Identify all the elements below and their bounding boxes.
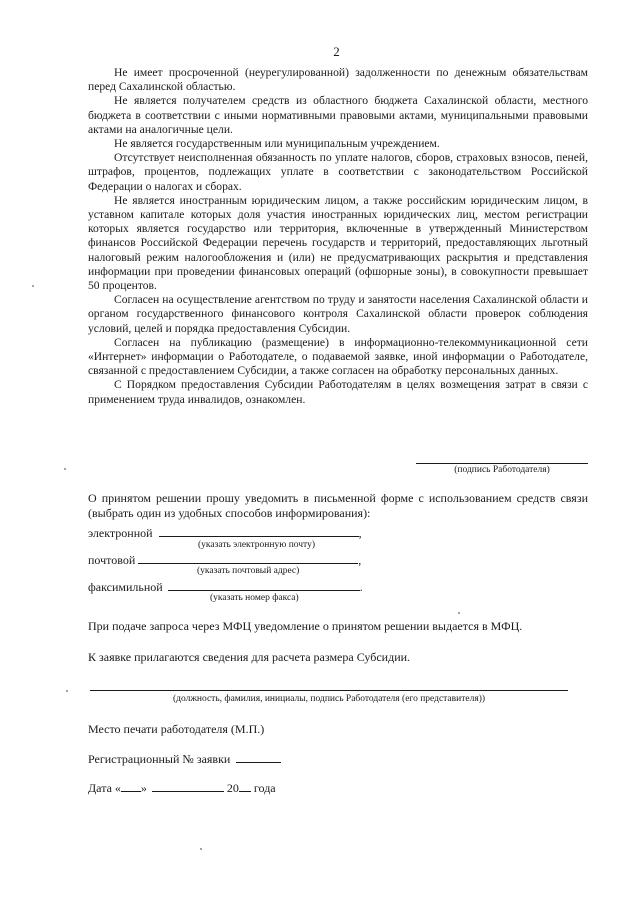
scan-speck — [64, 468, 66, 470]
registration-label: Регистрационный № заявки — [88, 752, 231, 766]
date-month-field[interactable] — [152, 780, 224, 792]
email-field[interactable] — [159, 525, 359, 537]
date-year-suffix: года — [253, 781, 276, 795]
paragraph-no-debt: Не имеет просроченной (неурегулированной) задолженности по денежным обязательствам перед Сахалинской областью. — [88, 66, 588, 94]
method-fax-label: факсимильной — [88, 580, 163, 594]
paragraph-no-budget-funds: Не является получателем средств из областного бюджета Сахалинской области, местного бюджета в соответствии с иными нормативными правовыми актами, муниципальными правовыми актами на аналогичные цели. — [88, 94, 588, 136]
representative-caption: (должность, фамилия, инициалы, подпись Работодателя (его представителя)) — [172, 694, 486, 704]
scan-speck — [32, 285, 34, 287]
date-quote-close: » — [140, 781, 147, 795]
representative-signature-line[interactable] — [90, 690, 568, 691]
method-email-label: электронной — [88, 526, 153, 540]
date-row — [88, 780, 276, 796]
date-day-field[interactable] — [121, 780, 141, 792]
paragraph-no-tax-arrears: Отсутствует неисполненная обязанность по уплате налогов, сборов, страховых взносов, пеней, штрафов, процентов, подлежащих уплате в соответствии с законодательством Российской Федерации о налогах и сборах. — [88, 151, 588, 193]
post-hint: (указать почтовый адрес) — [197, 566, 300, 576]
mfc-note: При подаче запроса через МФЦ уведомление о принятом решении выдается в МФЦ. — [88, 619, 523, 633]
paragraph-acknowledgement: С Порядком предоставления Субсидии Работодателям в целях возмещения затрат в связи с применением труда инвалидов, ознакомлен. — [88, 378, 588, 406]
paragraph-not-foreign-entity: Не является иностранным юридическим лицом, а также российским юридическим лицом, в уставном капитале которых доля участия иностранных юридических лиц, местом регистрации которых является государство или территория, включенные в утвержденный Министерством финансов Российской Федерации перечень государств и территорий, предоставляющих льготный налоговый режим налогообложения и (или) не предусматривающих раскрытия и представления информации при проведении финансовых операций (офшорные зоны), в совокупности превышает 50 процентов. — [88, 193, 588, 293]
method-fax-end: . — [359, 580, 363, 594]
registration-number-field[interactable] — [236, 751, 281, 763]
page-number: 2 — [333, 44, 340, 59]
date-year-prefix: 20 — [226, 781, 239, 795]
date-label: Дата « — [88, 781, 121, 795]
attachment-note: К заявке прилагаются сведения для расчета размера Субсидии. — [88, 650, 411, 664]
paragraph-consent-publication: Согласен на публикацию (размещение) в информационно-телекоммуникационной сети «Интернет» информации о Работодателе, о подаваемой заявке, иной информации о Работодателе, связанной с предоставлением Субсидии, а также согласен на обработку персональных данных. — [88, 335, 588, 378]
employer-signature-caption: (подпись Работодателя) — [454, 465, 550, 475]
registration-row — [88, 751, 281, 767]
paragraph-consent-inspections: Согласен на осуществление агентством по труду и занятости населения Сахалинской области и органом государственного финансового контроля Сахалинской области проверок соблюдения условий, целей и порядка предоставления Субсидии. — [88, 293, 588, 335]
email-hint: (указать электронную почту) — [198, 540, 316, 550]
declarations-block — [88, 66, 588, 407]
scan-speck — [66, 690, 68, 692]
postal-address-field[interactable] — [138, 552, 358, 564]
notify-intro: О принятом решении прошу уведомить в письменной форме с использованием средств связи (выбрать один из удобных способов информирования): — [88, 491, 588, 520]
fax-hint: (указать номер факса) — [210, 593, 299, 603]
method-email-end: , — [358, 526, 362, 540]
stamp-place: Место печати работодателя (М.П.) — [88, 722, 265, 736]
fax-number-field[interactable] — [168, 579, 360, 591]
paragraph-not-state-institution: Не является государственным или муниципальным учреждением. — [114, 137, 440, 151]
method-post-end: , — [358, 553, 362, 567]
scan-speck — [200, 848, 202, 850]
employer-signature-line[interactable] — [416, 463, 588, 475]
method-post-label: почтовой — [88, 553, 136, 567]
date-year-field[interactable] — [239, 780, 251, 792]
scan-speck — [458, 612, 460, 614]
method-email-row — [88, 525, 362, 541]
